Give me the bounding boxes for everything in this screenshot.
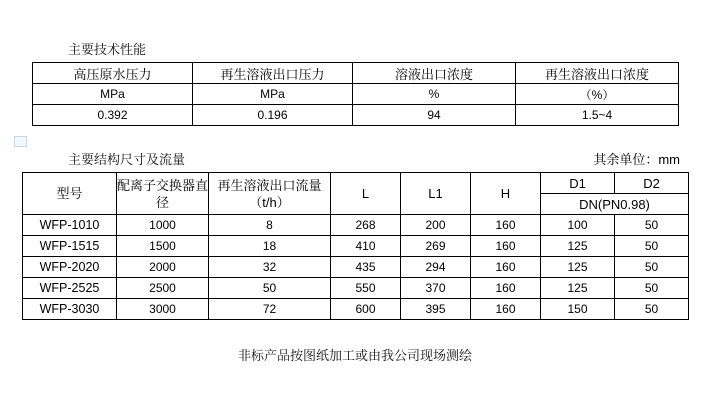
row-0-h: 160	[471, 215, 541, 236]
row-3-model: WFP-2525	[23, 278, 117, 299]
row-1-d1: 125	[541, 236, 615, 257]
row-2-l: 435	[331, 257, 401, 278]
perf-col-2-unit: %	[353, 84, 516, 105]
perf-col-0-name: 高压原水压力	[33, 63, 193, 84]
row-2-model: WFP-2020	[23, 257, 117, 278]
table-row	[23, 257, 689, 278]
dim-header-d2: D2	[615, 173, 689, 194]
row-0-l: 268	[331, 215, 401, 236]
row-0-d1: 100	[541, 215, 615, 236]
row-3-h: 160	[471, 278, 541, 299]
row-4-regen-flow: 72	[209, 299, 331, 320]
row-0-regen-flow: 8	[209, 215, 331, 236]
row-4-d1: 150	[541, 299, 615, 320]
row-3-resin-diameter: 2500	[117, 278, 209, 299]
row-4-resin-diameter: 3000	[117, 299, 209, 320]
table-row	[33, 63, 679, 84]
perf-col-1-unit: MPa	[193, 84, 353, 105]
perf-value-1: 0.196	[193, 105, 353, 126]
perf-col-3-unit: （%）	[516, 84, 679, 105]
row-1-d2: 50	[615, 236, 689, 257]
perf-value-0: 0.392	[33, 105, 193, 126]
table-row	[23, 299, 689, 320]
row-2-regen-flow: 32	[209, 257, 331, 278]
row-2-d2: 50	[615, 257, 689, 278]
table-header-row	[23, 173, 689, 194]
row-1-l1: 269	[401, 236, 471, 257]
row-4-l: 600	[331, 299, 401, 320]
table-row	[23, 278, 689, 299]
table-row	[23, 236, 689, 257]
row-0-d2: 50	[615, 215, 689, 236]
row-3-d1: 125	[541, 278, 615, 299]
footer-note: 非标产品按图纸加工或由我公司现场测绘	[237, 348, 472, 363]
row-2-h: 160	[471, 257, 541, 278]
row-4-d2: 50	[615, 299, 689, 320]
row-1-resin-diameter: 1500	[117, 236, 209, 257]
dim-header-l: L	[331, 173, 401, 215]
row-1-regen-flow: 18	[209, 236, 331, 257]
dimensions-section-title: 主要结构尺寸及流量	[68, 152, 186, 167]
perf-col-3-name: 再生溶液出口浓度	[516, 63, 679, 84]
table-row	[33, 84, 679, 105]
row-4-model: WFP-3030	[23, 299, 117, 320]
dim-header-model: 型号	[23, 173, 117, 215]
row-3-l: 550	[331, 278, 401, 299]
row-2-resin-diameter: 2000	[117, 257, 209, 278]
row-3-d2: 50	[615, 278, 689, 299]
perf-col-2-name: 溶液出口浓度	[353, 63, 516, 84]
row-1-model: WFP-1515	[23, 236, 117, 257]
perf-value-3: 1.5~4	[516, 105, 679, 126]
dim-header-d1: D1	[541, 173, 615, 194]
performance-table	[32, 62, 679, 126]
table-row	[33, 105, 679, 126]
dimensions-table	[22, 172, 689, 320]
units-note: 其余单位：mm	[593, 152, 680, 167]
row-2-l1: 294	[401, 257, 471, 278]
table-row	[23, 215, 689, 236]
dim-header-dn-span: DN(PN0.98)	[541, 194, 689, 215]
row-2-d1: 125	[541, 257, 615, 278]
dim-header-regen-flow: 再生溶液出口流量（t/h）	[209, 173, 331, 215]
row-3-l1: 370	[401, 278, 471, 299]
dim-header-resin-diameter: 配离子交换器直径	[117, 173, 209, 215]
row-3-regen-flow: 50	[209, 278, 331, 299]
row-4-l1: 395	[401, 299, 471, 320]
perf-col-0-unit: MPa	[33, 84, 193, 105]
dim-header-h: H	[471, 173, 541, 215]
perf-value-2: 94	[353, 105, 516, 126]
row-0-l1: 200	[401, 215, 471, 236]
scan-artifact	[14, 136, 27, 147]
row-0-model: WFP-1010	[23, 215, 117, 236]
dim-header-l1: L1	[401, 173, 471, 215]
row-1-l: 410	[331, 236, 401, 257]
row-1-h: 160	[471, 236, 541, 257]
performance-section-title: 主要技术性能	[68, 42, 147, 57]
row-0-resin-diameter: 1000	[117, 215, 209, 236]
row-4-h: 160	[471, 299, 541, 320]
perf-col-1-name: 再生溶液出口压力	[193, 63, 353, 84]
